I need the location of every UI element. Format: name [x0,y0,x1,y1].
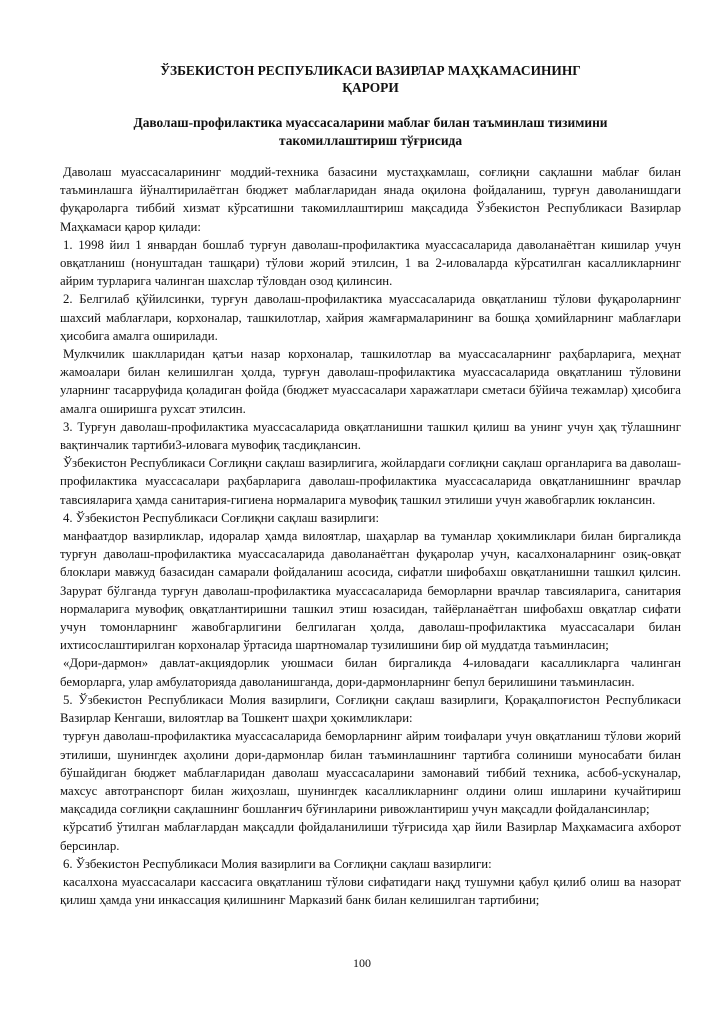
subtitle-line-2: такомиллаштириш тўғрисида [278,133,463,148]
title-line-1: ЎЗБЕКИСТОН РЕСПУБЛИКАСИ ВАЗИРЛАР МАҲКАМАСИНИНГ [160,63,581,78]
paragraph-item-5-a: турғун даволаш-профилактика муассасаларида беморларнинг айрим тоифалари учун овқатланиш тўлови жорий этилиши, шунингдек аҳолини дори-дармонлар билан таъминлашнинг тартибга солиниши муносабати билан бўшайдиган бюджет маблағларидан даволаш муассасаларини замонавий тиббий техника, асбоб-ускуналар, махсус автотранспорт билан жиҳозлаш, шунингдек касалликларнинг олдини олиш ишларини кучайтириш мақсадида соғлиқни сақлашнинг бошланғич бўғинларини ривожлантириш учун мақсадли фойдалансинлар; [60,729,681,817]
paragraph-item-6: 6. Ўзбекистон Республикаси Молия вазирлиги ва Соғлиқни сақлаш вазирлиги: [63,856,492,871]
paragraph-item-1: 1. 1998 йил 1 январдан бошлаб турғун даволаш-профилактика муассасаларида даволанаётган кишилар учун овқатланиш (нонуштадан ташқари) тўлови жорий этилсин, 1 ва 2-иловаларда кўрсатилган касалликларнинг айрим турларига чалинган шахслар тўловдан озод қилинсин. [60,237,681,289]
paragraph-item-3-cont: Ўзбекистон Республикаси Соғлиқни сақлаш вазирлигига, жойлардаги соғлиқни сақлаш органларига ва даволаш-профилактика муассасалари раҳбарларига даволаш-профилактика муассасаларида овқатланишнинг врачлар тавсияларига ҳамда санитария-гигиена нормаларига мувофиқ ташкил этилиши учун жавобгарлик юклансин. [60,456,681,507]
paragraph-item-5-b: кўрсатиб ўтилган маблағлардан мақсадли фойдаланилиши тўғрисида ҳар йили Вазирлар Маҳкамасига ахборот берсинлар. [60,820,681,853]
paragraph-item-4: 4. Ўзбекистон Республикаси Соғлиқни сақлаш вазирлиги: [63,510,380,525]
page-number: 100 [353,956,371,970]
paragraph-item-2: 2. Белгилаб қўйилсинки, турғун даволаш-профилактика муассасаларида овқатланиш тўлови фуқароларнинг шахсий маблағлари, корхоналар, ташкилотлар, хайрия жамғармаларининг ва бошқа ҳомийларнинг маблағлари ҳисобига амалга оширилади. [60,292,681,343]
paragraph-item-5: 5. Ўзбекистон Республикаси Молия вазирлиги, Соғлиқни сақлаш вазирлиги, Қорақалпоғистон Республикаси Вазирлар Кенгаши, вилоятлар ва Тошкент шаҳри ҳокимликлари: [60,692,681,726]
paragraph-item-4-b: «Дори-дармон» давлат-акциядорлик уюшмаси билан биргаликда 4-иловадаги касалликларга чалинган беморларга, улар амбулаторияда даволанишганда, дори-дармонларнинг бепул берилишини таъминласин. [60,656,681,689]
document-title [60,62,681,96]
paragraph-preamble: Даволаш муассасаларининг моддий-техника базасини мустаҳкамлаш, соғлиқни сақлашни маблағ билан таъминлашга йўналтирилаётган бюджет маблағларидан янада оқилона фойдаланиш, турғун даволанишдаги фуқароларга тиббий хизмат кўрсатишни такомиллаштириш мақсадида Ўзбекистон Республикаси Вазирлар Маҳкамаси қарор қилади: [60,165,681,234]
document-subtitle [60,114,681,150]
paragraph-item-3: 3. Турғун даволаш-профилактика муассасаларида овқатланишни ташкил қилиш ва унинг учун ҳақ тўлашнинг вақтинчалик тартиби3-иловага мувофиқ тасдиқлансин. [60,419,681,453]
document-body [60,163,681,909]
document-page [60,62,681,909]
paragraph-item-6-a: касалхона муассасалари кассасига овқатланиш тўлови сифатидаги нақд тушумни қабул қилиб олиш ва назорат қилиш ҳамда уни инкассация қилишнинг Марказий банк билан келишилган тартибини; [60,874,681,908]
paragraph-item-4-a: манфаатдор вазирликлар, идоралар ҳамда вилоятлар, шаҳарлар ва туманлар ҳокимликлари билан биргаликда турғун даволаш-профилактика муассасаларида даволанаётган фуқаролар учун, касалхоналарнинг озиқ-овқат блоклари мавжуд базасидан самарали фойдаланиш асосида, сифатли шифобахш овқатланишни ташкил қилсин. Зарурат бўлганда турғун даволаш-профилактика муассасаларида беморларни врачлар тавсияларига, санитария нормаларига мувофиқ овқатлантиришни ташкил этиш юзасидан, тайёрланаётган шифобахш овқатлар сифати учун томонларнинг жавобгарлигини белгилаган ҳолда, даволаш-профилактика муассасалари билан ихтисослаштирилган корхоналар ўртасида шартномалар тузилишини бир ой муддатда таъминласин; [60,529,681,653]
paragraph-item-2-cont: Мулкчилик шаклларидан қатъи назар корхоналар, ташкилотлар ва муассасаларнинг раҳбарларига, меҳнат жамоалари билан келишилган ҳолда, турғун даволаш-профилактика муассасаларида овқатланиш тўловини уларнинг тасарруфида қоладиган фойда (бюджет муассасалари харажатлари сметаси бўйича тежамлар) ҳисобига амалга оширишга рухсат этилсин. [60,347,681,416]
subtitle-line-1: Даволаш-профилактика муассасаларини маблағ билан таъминлаш тизимини [133,115,608,130]
title-line-2: ҚАРОРИ [342,80,399,95]
